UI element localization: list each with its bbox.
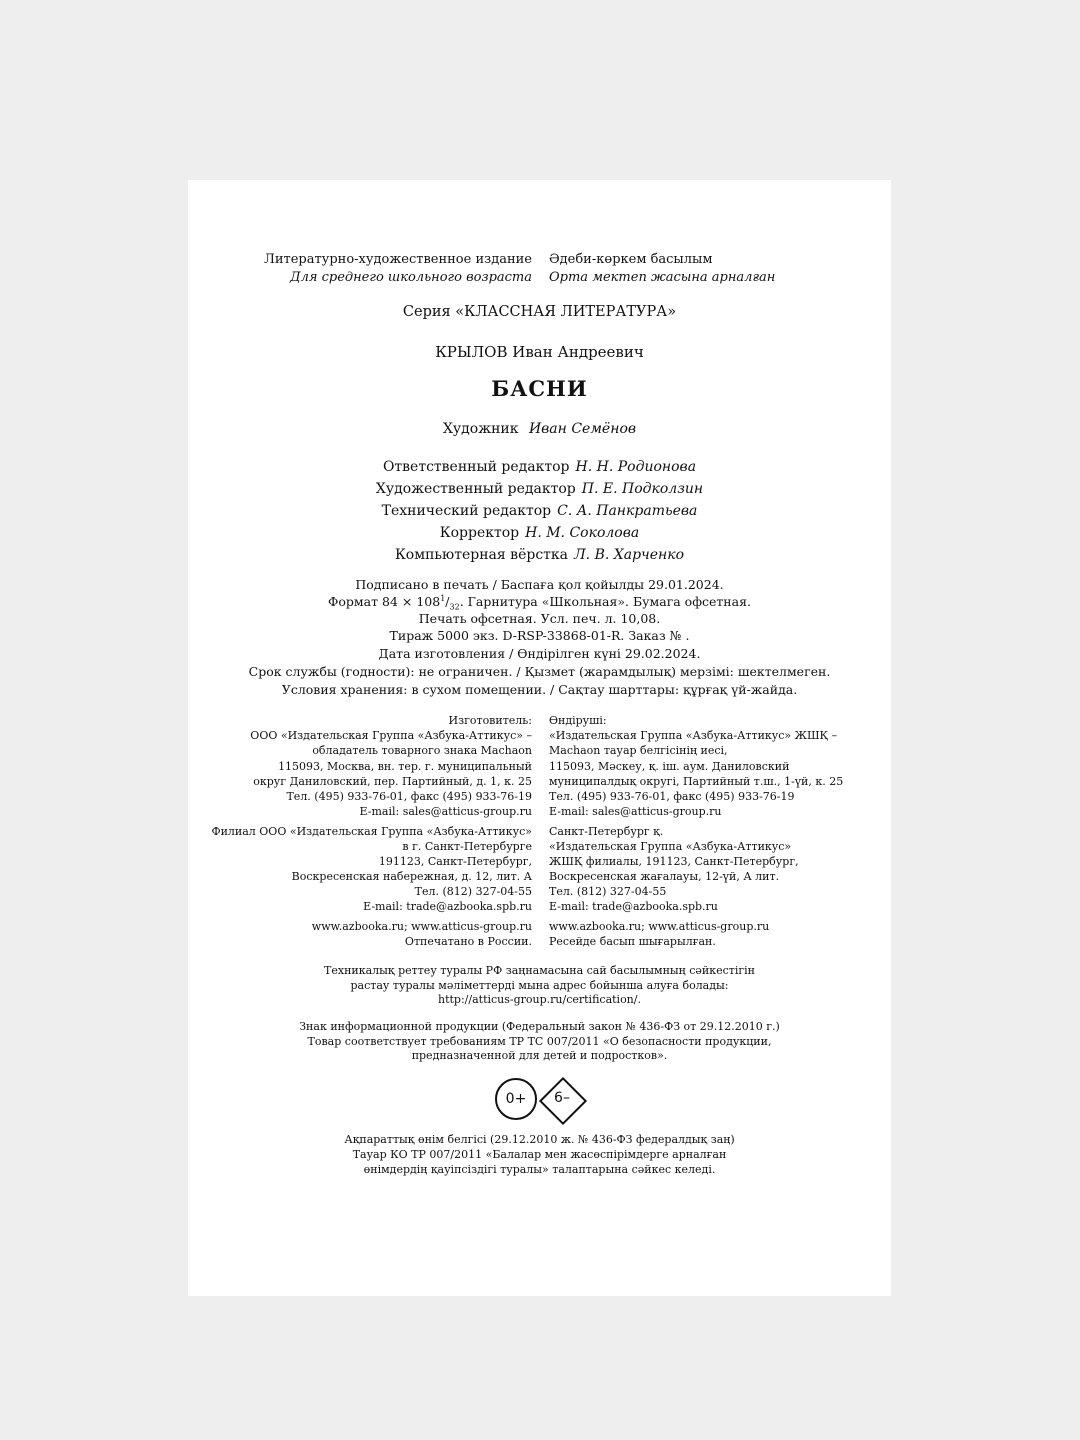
print-type: Печать офсетная. Усл. печ. л. 10,08. <box>418 611 661 626</box>
manufacturer-ru-line: обладатель товарного знака Machaon <box>312 744 532 757</box>
branch-kz-line: Воскресенская жағалауы, 12-үй, А лит. <box>549 870 780 883</box>
staff-role: Технический редактор <box>381 503 552 519</box>
staff-role: Ответственный редактор <box>382 459 570 475</box>
age-rating-diamond-text: 6– <box>554 1090 570 1106</box>
age-rating-circle-text: 0+ <box>505 1091 527 1107</box>
websites-ru: www.azbooka.ru; www.atticus-group.ru <box>311 920 532 933</box>
artist-role: Художник <box>442 421 519 437</box>
manufacturer-ru-line: Изготовитель: <box>448 714 532 727</box>
staff-role: Компьютерная вёрстка <box>394 547 568 563</box>
printed-in-ru: Отпечатано в России. <box>404 935 532 948</box>
format-sup: 1 <box>440 594 446 603</box>
book-imprint-page <box>188 180 891 1296</box>
staff-name: Л. В. Харченко <box>574 547 685 563</box>
staff-name: Н. Н. Родионова <box>575 459 697 475</box>
manufacture-date: Дата изготовления / Өндірілген күні 29.02.2024. <box>378 646 701 661</box>
certification-line: Техникалық реттеу туралы РФ заңнамасына сай басылымның сәйкестігін <box>324 964 755 977</box>
manufacturer-kz-line: Тел. (495) 933-76-01, факс (495) 933-76-19 <box>549 790 795 803</box>
manufacturer-ru-email: E-mail: sales@atticus-group.ru <box>359 805 532 818</box>
branch-ru-line: Тел. (812) 327-04-55 <box>414 885 532 898</box>
staff-line <box>188 547 891 563</box>
format-line: Формат $84 \times 108^1/_{32}$. Гарнитура «Школьная». Бумага офсетная. <box>328 594 751 612</box>
staff-role: Художественный редактор <box>375 481 576 497</box>
printed-in-kz: Ресейде басып шығарылған. <box>549 935 716 948</box>
branch-kz-line: «Издательская Группа «Азбука-Аттикус» <box>549 840 792 853</box>
format-size: Формат 84 × 108 <box>328 594 441 610</box>
branch-ru-line: 191123, Санкт-Петербург, <box>378 855 532 868</box>
staff-line <box>188 459 891 475</box>
manufacturer-ru-line: ООО «Издательская Группа «Азбука-Аттикус» – <box>250 729 532 742</box>
staff-line <box>188 525 891 541</box>
staff-name: П. Е. Подколзин <box>581 481 704 497</box>
edition-type-ru: Литературно-художественное издание <box>264 252 532 267</box>
branch-ru-line: Воскресенская набережная, д. 12, лит. А <box>291 870 532 883</box>
manufacturer-ru-line: округ Даниловский, пер. Партийный, д. 1, к. 25 <box>253 775 532 788</box>
staff-line <box>188 481 891 497</box>
branch-kz-line: Санкт-Петербург қ. <box>549 825 664 838</box>
branch-ru-email: E-mail: trade@azbooka.spb.ru <box>363 900 532 913</box>
series-name: Серия «КЛАССНАЯ ЛИТЕРАТУРА» <box>402 304 677 320</box>
edition-type-kz: Әдеби-көркем басылым <box>549 252 713 267</box>
manufacturer-kz-line: 115093, Мәскеу, қ. іш. аум. Даниловский <box>549 760 790 773</box>
manufacturer-kz-line: «Издательская Группа «Азбука-Аттикус» ЖШҚ – <box>549 729 838 742</box>
shelf-life: Срок службы (годности): не ограничен. / Қызмет (жарамдылық) мерзімі: шектелмеген. <box>248 664 831 679</box>
print-run: Тираж 5000 экз. D-RSP-33868-01-R. Заказ № . <box>389 628 690 643</box>
age-rating-circle-badge <box>495 1078 537 1120</box>
branch-kz-email: E-mail: trade@azbooka.spb.ru <box>549 900 718 913</box>
websites-kz: www.azbooka.ru; www.atticus-group.ru <box>549 920 770 933</box>
signed-date: Подписано в печать / Баспаға қол қойылды 29.01.2024. <box>355 577 724 592</box>
info-ru-line: Товар соответствует требованиям ТР ТС 007/2011 «О безопасности продукции, <box>307 1035 772 1048</box>
branch-ru-line: Филиал ООО «Издательская Группа «Азбука-Аттикус» <box>211 825 532 838</box>
book-title: БАСНИ <box>491 376 588 401</box>
info-ru-line: Знак информационной продукции (Федеральный закон № 436-ФЗ от 29.12.2010 г.) <box>299 1020 780 1033</box>
branch-kz-line: Тел. (812) 327-04-55 <box>549 885 667 898</box>
certification-line: растау туралы мәліметтерді мына адрес бойынша алуға болады: <box>350 979 729 992</box>
age-group-kz: Орта мектеп жасына арналған <box>549 270 776 285</box>
artist-credit <box>188 421 891 437</box>
storage-conditions: Условия хранения: в сухом помещении. / Сақтау шарттары: құрғақ үй-жайда. <box>281 682 798 697</box>
manufacturer-kz-line: Machaon тауар белгісінің иесі, <box>549 744 728 757</box>
staff-name: Н. М. Соколова <box>525 525 640 541</box>
manufacturer-kz-line: Өндіруші: <box>549 714 607 727</box>
branch-kz-line: ЖШҚ филиалы, 191123, Санкт-Петербург, <box>549 855 799 868</box>
manufacturer-ru-line: Тел. (495) 933-76-01, факс (495) 933-76-19 <box>286 790 532 803</box>
age-group-ru: Для среднего школьного возраста <box>290 270 532 285</box>
info-ru-line: предназначенной для детей и подростков». <box>411 1049 668 1062</box>
format-details: . Гарнитура «Школьная». Бумага офсетная. <box>459 594 751 610</box>
info-kz-line: өнімдердің қауіпсіздігі туралы» талаптарына сәйкес келеді. <box>363 1163 716 1176</box>
branch-ru-line: в г. Санкт-Петербурге <box>402 840 532 853</box>
info-kz-line: Тауар КО ТР 007/2011 «Балалар мен жасөспірімдерге арналған <box>352 1148 727 1161</box>
certification-url: http://atticus-group.ru/certification/. <box>438 993 641 1006</box>
manufacturer-kz-email: E-mail: sales@atticus-group.ru <box>549 805 722 818</box>
manufacturer-kz-line: муниципалдық округі, Партийный т.ш., 1-үй, к. 25 <box>549 775 844 788</box>
manufacturer-ru-line: 115093, Москва, вн. тер. г. муниципальный <box>278 760 532 773</box>
format-sub: 32 <box>449 602 460 612</box>
author-name: КРЫЛОВ Иван Андреевич <box>435 343 644 361</box>
staff-role: Корректор <box>439 525 520 541</box>
artist-name: Иван Семёнов <box>528 421 637 437</box>
info-kz-line: Ақпараттық өнім белгісі (29.12.2010 ж. № 436-ФЗ федералдық заң) <box>344 1133 735 1146</box>
staff-line <box>188 503 891 519</box>
staff-name: С. А. Панкратьева <box>557 503 698 519</box>
